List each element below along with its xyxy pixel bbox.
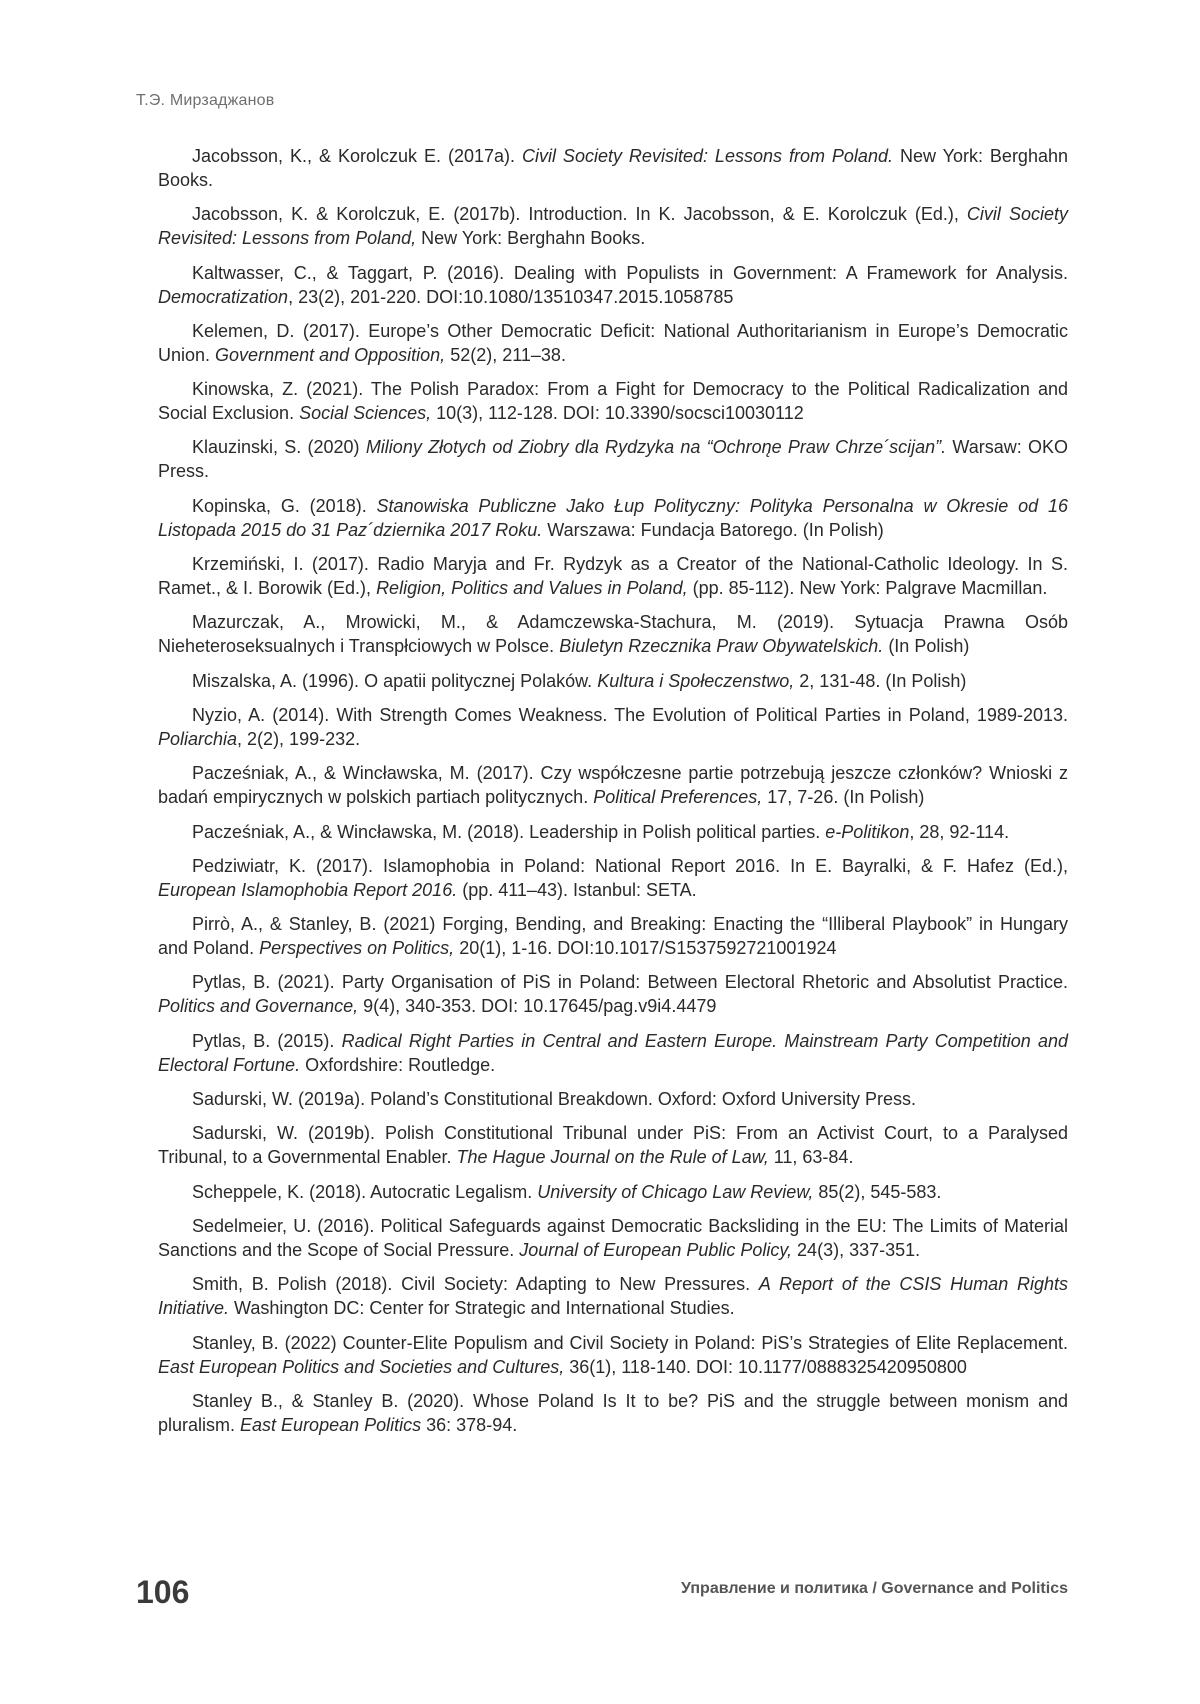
reference-entry (158, 1087, 1068, 1111)
reference-entry (158, 1389, 1068, 1437)
reference-text: 10(3), 112-128. DOI: 10.3390/socsci10030112 (431, 403, 804, 424)
reference-text: Jacobsson, K. & Korolczuk, E. (2017b). Introduction. In K. Jacobsson, & E. Korolczuk (Ed.), (192, 204, 967, 225)
reference-entry (158, 1180, 1068, 1204)
reference-italic-text: Democratization (158, 286, 289, 307)
reference-text: Smith, B. Polish (2018). Civil Society: Adapting to New Pressures. (192, 1274, 759, 1295)
reference-text: Sedelmeier, U. (2016). Political Safeguards against Democratic Backsliding in the EU: The Limits of Material Sanctions and the Scope of Social Pressure. (158, 1215, 1068, 1260)
reference-italic-text: e-Politikon (825, 821, 910, 842)
reference-italic-text: Social Sciences, (299, 403, 432, 424)
reference-text: Pedziwiatr, K. (2017). Islamophobia in Poland: National Report 2016. In E. Bayralki, & F. Hafez (Ed.), (192, 855, 1068, 876)
reference-entry (158, 854, 1068, 902)
reference-entry (158, 669, 1068, 693)
reference-italic-text: University of Chicago Law Review, (537, 1181, 814, 1202)
reference-entry (158, 610, 1068, 658)
reference-text: Sadurski, W. (2019a). Poland’s Constitutional Breakdown. Oxford: Oxford University Press. (192, 1089, 916, 1110)
reference-text: , 28, 92-114. (909, 821, 1010, 842)
reference-italic-text: European Islamophobia Report 2016. (158, 879, 458, 900)
reference-entry (158, 912, 1068, 960)
reference-text: 9(4), 340-353. DOI: 10.17645/pag.v9i4.4479 (358, 996, 717, 1017)
reference-text: Kopinska, G. (2018). (192, 495, 377, 516)
running-head: Т.Э. Мирзаджанов (136, 92, 275, 109)
reference-italic-text: East European Politics and Societies and Cultures, (158, 1356, 565, 1377)
reference-text: Warsaw: OKO Press. (158, 437, 1068, 482)
reference-text: 11, 63-84. (768, 1147, 854, 1168)
reference-text: 24(3), 337-351. (792, 1239, 921, 1260)
reference-text: 36: 378-94. (421, 1414, 518, 1435)
reference-entry (158, 1331, 1068, 1379)
reference-italic-text: Government and Opposition, (215, 344, 446, 365)
reference-entry (158, 761, 1068, 809)
reference-italic-text: Poliarchia (158, 728, 238, 749)
reference-text: Kelemen, D. (2017). Europe’s Other Democratic Deficit: National Authoritarianism in Europe’s Democratic Union. (158, 320, 1068, 365)
reference-text: 2, 131-48. (In Polish) (794, 670, 967, 691)
reference-text: , 2(2), 199-232. (237, 728, 361, 749)
reference-italic-text: Perspectives on Politics, (259, 938, 455, 959)
reference-italic-text: A Report of the CSIS Human Rights Initiative. (158, 1274, 1068, 1319)
reference-entry (158, 144, 1068, 192)
reference-entry (158, 1121, 1068, 1169)
reference-italic-text: Civil Society Revisited: Lessons from Poland, (158, 204, 1068, 249)
reference-entry (158, 1029, 1068, 1077)
reference-text: Stanley, B. (2022) Counter-Elite Populism and Civil Society in Poland: PiS’s Strategies of Elite Replacement. (192, 1332, 1068, 1353)
reference-text: Kinowska, Z. (2021). The Polish Paradox: From a Fight for Democracy to the Political Radicalization and Social Exclusion. (158, 379, 1068, 424)
reference-italic-text: East European Politics (240, 1414, 422, 1435)
reference-text: Pacześniak, A., & Wincławska, M. (2017). Czy współczesne partie potrzebują jeszcze członków? Wnioski z badań empirycznych w polskich partiach politycznych. (158, 763, 1068, 808)
reference-italic-text: Miliony Złotych od Ziobry dla Rydzyka na “Ochron̨e Praw Chrze´scijan”. (365, 437, 947, 458)
reference-text: Pacześniak, A., & Wincławska, M. (2018). Leadership in Polish political parties. (192, 821, 826, 842)
reference-entry (158, 202, 1068, 250)
reference-text: Mazurczak, A., Mrowicki, M., & Adamczewska-Stachura, M. (2019). Sytuacja Prawna Osób Nieheteroseksualnych i Transpłciowych w Polsce. (158, 612, 1068, 657)
reference-italic-text: Political Preferences, (593, 787, 763, 808)
reference-text: 52(2), 211–38. (445, 344, 566, 365)
reference-text: 17, 7-26. (In Polish) (762, 787, 925, 808)
page-number: 106 (136, 1574, 190, 1610)
reference-italic-text: Stanowiska Publiczne Jako Łup Polityczny: Polityka Personalna w Okresie od 16 Listopada 2015 do 31 Paz´dziernika 2017 Roku. (158, 495, 1068, 540)
reference-list (158, 144, 1068, 1447)
reference-italic-text: Civil Society Revisited: Lessons from Poland. (521, 146, 893, 166)
reference-entry (158, 1214, 1068, 1262)
reference-entry (158, 820, 1068, 844)
reference-text: New York: Berghahn Books. (158, 146, 1068, 190)
reference-text: 36(1), 118-140. DOI: 10.1177/0888325420950800 (564, 1356, 967, 1377)
reference-text: Nyzio, A. (2014). With Strength Comes Weakness. The Evolution of Political Parties in Poland, 1989-2013. (192, 704, 1068, 725)
reference-entry (158, 552, 1068, 600)
reference-text: Jacobsson, K., & Korolczuk E. (2017a). (192, 146, 522, 166)
reference-italic-text: Journal of European Public Policy, (519, 1239, 793, 1260)
reference-text: (pp. 411–43). Istanbul: SETA. (457, 879, 697, 900)
reference-italic-text: Radical Right Parties in Central and Eastern Europe. Mainstream Party Competition and Electoral Fortune. (158, 1030, 1069, 1075)
journal-name: Управление и политика / Governance and Politics (681, 1580, 1068, 1597)
reference-entry (158, 703, 1068, 751)
reference-text: Sadurski, W. (2019b). Polish Constitutional Tribunal under PiS: From an Activist Court, to a Paralysed Tribunal, to a Governmental Enabler. (158, 1123, 1068, 1168)
reference-text: Miszalska, A. (1996). O apatii politycznej Polaków. (192, 670, 598, 691)
reference-entry (158, 1272, 1068, 1320)
reference-entry (158, 377, 1068, 425)
reference-text: , 23(2), 201-220. DOI:10.1080/13510347.2015.1058785 (288, 286, 734, 307)
reference-text: Stanley B., & Stanley B. (2020). Whose Poland Is It to be? PiS and the struggle between monism and pluralism. (158, 1390, 1068, 1435)
reference-text: New York: Berghahn Books. (416, 228, 646, 249)
reference-text: Pytlas, B. (2015). (192, 1030, 342, 1051)
reference-entry (158, 435, 1068, 483)
reference-entry (158, 319, 1068, 367)
reference-text: Krzemiński, I. (2017). Radio Maryja and Fr. Rydzyk as a Creator of the National-Catholic Ideology. In S. Ramet., & I. Borowik (Ed.), (158, 554, 1068, 599)
reference-text: Pytlas, B. (2021). Party Organisation of PiS in Poland: Between Electoral Rhetoric and Absolutist Practice. (192, 972, 1068, 993)
reference-entry (158, 970, 1068, 1018)
reference-text: (In Polish) (883, 636, 970, 657)
reference-text: 20(1), 1-16. DOI:10.1017/S1537592721001924 (454, 938, 837, 959)
reference-text: (pp. 85-112). New York: Palgrave Macmillan. (687, 578, 1048, 599)
reference-italic-text: Religion, Politics and Values in Poland, (376, 578, 688, 599)
reference-text: 85(2), 545-583. (813, 1181, 942, 1202)
reference-text: Pirrò, A., & Stanley, B. (2021) Forging, Bending, and Breaking: Enacting the “Illiberal Playbook” in Hungary and Poland. (158, 914, 1068, 959)
reference-italic-text: Biuletyn Rzecznika Praw Obywatelskich. (559, 636, 884, 657)
reference-italic-text: Politics and Governance, (158, 996, 359, 1017)
reference-italic-text: Kultura i Społeczenstwo, (597, 670, 795, 691)
reference-text: Klauzinski, S. (2020) (192, 437, 366, 458)
reference-text: Washington DC: Center for Strategic and International Studies. (229, 1298, 735, 1319)
reference-text: Scheppele, K. (2018). Autocratic Legalism. (192, 1181, 538, 1202)
reference-entry (158, 494, 1068, 542)
reference-italic-text: The Hague Journal on the Rule of Law, (456, 1147, 769, 1168)
reference-text: Kaltwasser, C., & Taggart, P. (2016). Dealing with Populists in Government: A Framework for Analysis. (192, 262, 1068, 283)
reference-entry (158, 261, 1068, 309)
reference-text: Oxfordshire: Routledge. (300, 1054, 496, 1075)
reference-text: Warszawa: Fundacja Batorego. (In Polish) (542, 519, 884, 540)
